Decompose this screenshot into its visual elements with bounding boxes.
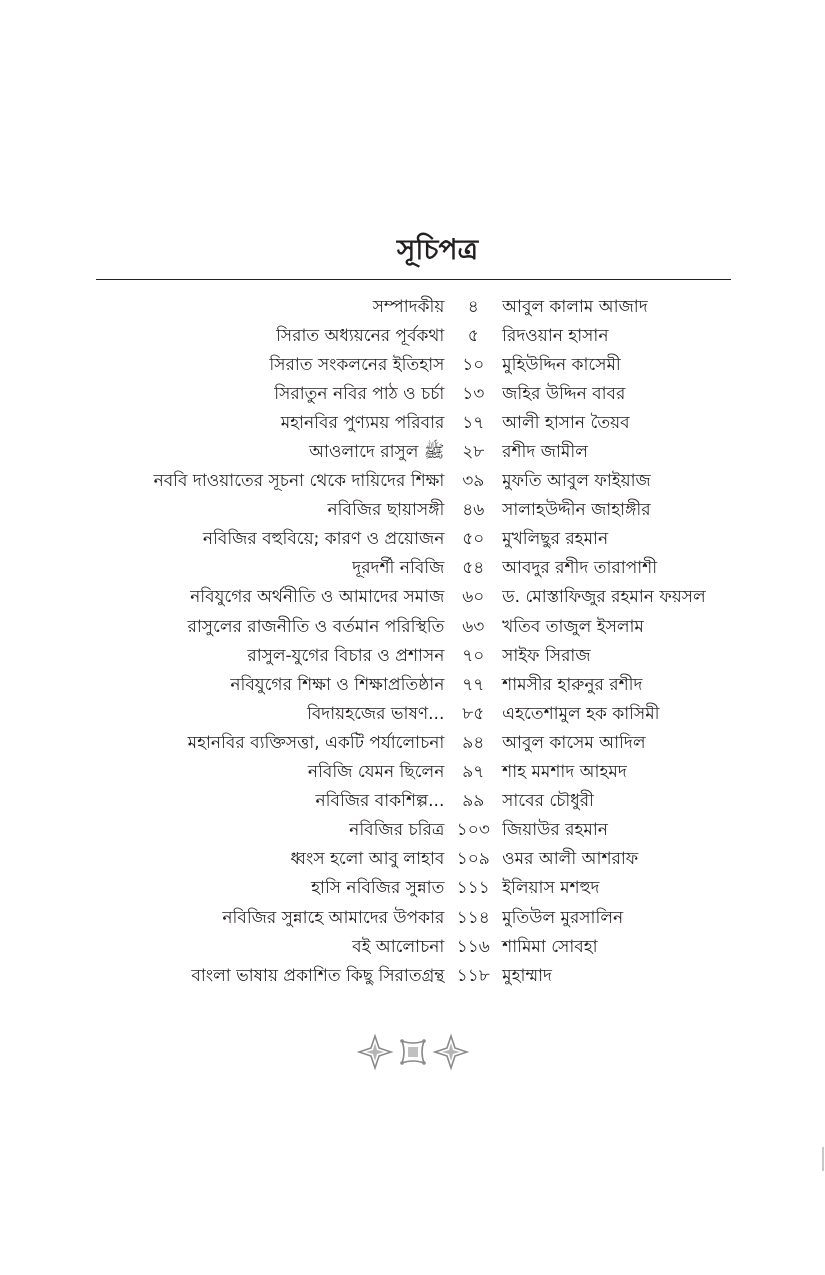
toc-entry-author: আলী হাসান তৈয়ব bbox=[502, 412, 630, 433]
title-divider bbox=[96, 279, 731, 280]
decorative-ornament bbox=[357, 1032, 469, 1072]
toc-entry bbox=[96, 933, 746, 962]
toc-entry-page: ৭৭ bbox=[462, 674, 485, 695]
toc-entry-page: ৬৩ bbox=[462, 616, 485, 637]
toc-entry bbox=[96, 613, 746, 642]
toc-entry-title: নবিজির ছায়াসঙ্গী bbox=[327, 500, 445, 521]
toc-entry-page: ১০৩ bbox=[456, 820, 490, 841]
toc-entry-page: ৬০ bbox=[462, 587, 485, 608]
toc-entry-author: সাইফ সিরাজ bbox=[502, 645, 591, 666]
toc-entry-title: মহানবির পুণ্যময় পরিবার bbox=[280, 412, 445, 433]
toc-entry bbox=[96, 671, 746, 700]
toc-entry bbox=[96, 962, 746, 991]
toc-entry-page: ২৮ bbox=[462, 442, 485, 463]
toc-entry-author: সাবের চৌধুরী bbox=[502, 791, 595, 812]
toc-entry-title: নবিজি যেমন ছিলেন bbox=[307, 762, 445, 783]
toc-entry-title: সিরাতুন নবির পাঠ ও চর্চা bbox=[274, 383, 445, 404]
toc-entry-author: মুখলিছুর রহমান bbox=[502, 529, 609, 550]
toc-entry-page: ৫ bbox=[467, 325, 479, 346]
toc-entry-author: মুফতি আবুল ফাইয়াজ bbox=[502, 471, 651, 492]
toc-entry-author: আবুল কালাম আজাদ bbox=[502, 296, 648, 317]
toc-entry-page: ৪ bbox=[467, 296, 479, 317]
toc-entry-author: এহতেশামুল হক কাসিমী bbox=[502, 703, 660, 724]
toc-entry-page: ১১৬ bbox=[456, 936, 490, 957]
toc-entry-title: রাসুল-যুগের বিচার ও প্রশাসন bbox=[247, 645, 445, 666]
toc-entry-page: ১৭ bbox=[462, 412, 485, 433]
toc-entry-page: ১০৯ bbox=[456, 849, 490, 870]
toc-entry bbox=[96, 468, 746, 497]
toc-entry-page: ৮৫ bbox=[462, 703, 485, 724]
toc-entry-page: ৯৭ bbox=[462, 762, 485, 783]
sparkle-star-icon bbox=[359, 1036, 391, 1068]
toc-entry-title: নবিজির বাকশিল্প... bbox=[315, 791, 445, 812]
toc-entry-title: বিদায়হজের ভাষণ... bbox=[306, 703, 445, 724]
toc-entry bbox=[96, 438, 746, 467]
toc-entry-author: সালাহউদ্দীন জাহাঙ্গীর bbox=[502, 500, 651, 521]
toc-entry-author: রিদওয়ান হাসান bbox=[502, 325, 609, 346]
toc-entry bbox=[96, 759, 746, 788]
toc-entry-author: জহির উদ্দিন বাবর bbox=[502, 383, 626, 404]
toc-entry-page: ১১১ bbox=[456, 878, 490, 899]
toc-entry bbox=[96, 380, 746, 409]
toc-entry bbox=[96, 729, 746, 758]
toc-entry-title: নবিজির সুন্নাহে আমাদের উপকার bbox=[222, 907, 445, 928]
toc-entry-author: আবুল কাসেম আদিল bbox=[502, 732, 646, 753]
toc-entry-title: নবিজির চরিত্র bbox=[349, 820, 445, 841]
toc-entry-title: মহানবির ব্যক্তিসত্তা, একটি পর্যালোচনা bbox=[187, 732, 445, 753]
toc-entry bbox=[96, 293, 746, 322]
toc-entry-title: সিরাত অধ্যয়নের পূর্বকথা bbox=[276, 325, 445, 346]
toc-entry-author: রশীদ জামীল bbox=[502, 442, 588, 463]
toc-entry bbox=[96, 351, 746, 380]
toc-entry bbox=[96, 788, 746, 817]
toc-entry-author: শাহ মমশাদ আহমদ bbox=[502, 762, 627, 783]
toc-entry-page: ৫৪ bbox=[462, 558, 485, 579]
toc-entry-author: জিয়াউর রহমান bbox=[502, 820, 608, 841]
toc-entry-author: ড. মোস্তাফিজুর রহমান ফয়সল bbox=[502, 587, 706, 608]
toc-entry bbox=[96, 497, 746, 526]
toc-entry bbox=[96, 875, 746, 904]
ornate-square-icon bbox=[400, 1039, 426, 1065]
toc-entry bbox=[96, 409, 746, 438]
toc-entry bbox=[96, 700, 746, 729]
table-of-contents bbox=[96, 293, 746, 991]
toc-entry-page: ১০ bbox=[462, 354, 485, 375]
toc-entry-author: ইলিয়াস মশহুদ bbox=[502, 878, 600, 899]
toc-entry-author: শামিমা সোবহা bbox=[502, 936, 598, 957]
toc-entry-page: ১১৮ bbox=[456, 965, 490, 986]
toc-entry-title: নববি দাওয়াতের সূচনা থেকে দায়িদের শিক্ষা bbox=[153, 471, 445, 492]
toc-entry bbox=[96, 904, 746, 933]
toc-entry-title: বাংলা ভাষায় প্রকাশিত কিছু সিরাতগ্রন্থ bbox=[191, 965, 445, 986]
page-title: সূচিপত্র bbox=[396, 233, 479, 266]
toc-entry-author: খতিব তাজুল ইসলাম bbox=[502, 616, 644, 637]
toc-entry-title: নবিযুগের অর্থনীতি ও আমাদের সমাজ bbox=[190, 587, 445, 608]
toc-entry-author: শামসীর হারুনুর রশীদ bbox=[502, 674, 643, 695]
toc-entry bbox=[96, 322, 746, 351]
toc-entry bbox=[96, 555, 746, 584]
toc-entry bbox=[96, 642, 746, 671]
page-edge-mark bbox=[822, 1147, 824, 1171]
toc-entry-title: রাসুলের রাজনীতি ও বর্তমান পরিস্থিতি bbox=[187, 616, 445, 637]
toc-entry-page: ৪৬ bbox=[462, 500, 485, 521]
toc-entry-page: ৯৪ bbox=[462, 732, 485, 753]
toc-entry-title: দূরদর্শী নবিজি bbox=[352, 558, 445, 579]
toc-entry-title: আওলাদে রাসুল ﷺ bbox=[309, 442, 445, 463]
toc-entry-page: ১৩ bbox=[462, 383, 485, 404]
toc-entry-page: ১১৪ bbox=[456, 907, 490, 928]
toc-entry-title: সিরাত সংকলনের ইতিহাস bbox=[269, 354, 445, 375]
toc-entry-title: নবিজির বহুবিয়ে; কারণ ও প্রয়োজন bbox=[202, 529, 445, 550]
toc-entry-author: আবদুর রশীদ তারাপাশী bbox=[502, 558, 658, 579]
toc-entry bbox=[96, 526, 746, 555]
toc-entry bbox=[96, 584, 746, 613]
toc-entry-author: মুহিউদ্দিন কাসেমী bbox=[502, 354, 621, 375]
toc-entry-page: ৯৯ bbox=[462, 791, 485, 812]
toc-entry-author: মুতিউল মুরসালিন bbox=[502, 907, 624, 928]
toc-entry-title: নবিযুগের শিক্ষা ও শিক্ষাপ্রতিষ্ঠান bbox=[230, 674, 445, 695]
sparkle-star-icon bbox=[435, 1036, 467, 1068]
toc-entry bbox=[96, 817, 746, 846]
toc-entry-title: বই আলোচনা bbox=[352, 936, 445, 957]
toc-entry-page: ৩৯ bbox=[462, 471, 485, 492]
toc-entry-page: ৭০ bbox=[462, 645, 485, 666]
toc-entry-title: ধ্বংস হলো আবু লাহাব bbox=[290, 849, 445, 870]
toc-entry-author: মুহাম্মাদ bbox=[502, 965, 552, 986]
toc-entry-author: ওমর আলী আশরাফ bbox=[502, 849, 639, 870]
toc-entry bbox=[96, 846, 746, 875]
toc-entry-page: ৫০ bbox=[462, 529, 485, 550]
toc-entry-title: সম্পাদকীয় bbox=[372, 296, 445, 317]
toc-entry-title: হাসি নবিজির সুন্নাত bbox=[311, 878, 445, 899]
